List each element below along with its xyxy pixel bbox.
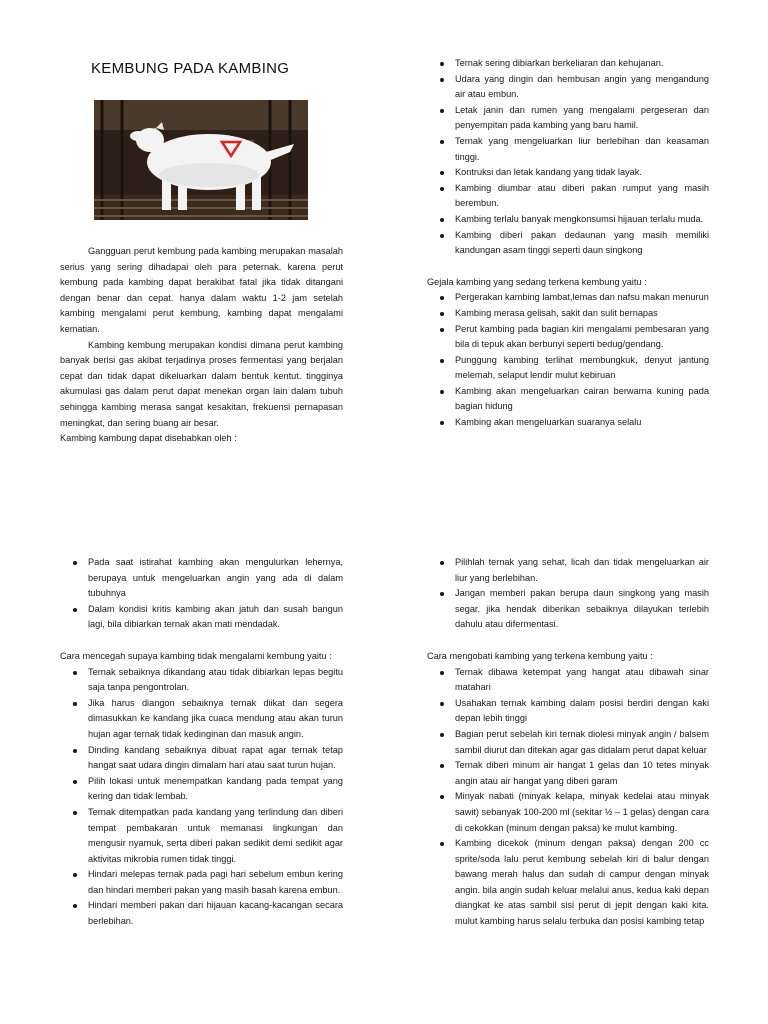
list-item: Hindari memberi pakan dari hijauan kacang-kacangan secara berlebihan. — [88, 898, 343, 929]
prevent-heading: Cara mencegah supaya kambing tidak mengalami kembung yaitu : — [60, 650, 332, 661]
treat-heading: Cara mengobati kambing yang terkena kembung yaitu : — [427, 650, 653, 661]
list-item: Ternak sebaiknya dikandang atau tidak dibiarkan lepas begitu saja tanpa pengontrolan. — [88, 665, 343, 696]
panel-top-right — [427, 56, 709, 431]
panel-bottom-right — [427, 555, 709, 930]
causes-heading: Kambing kambung dapat disebabkan oleh : — [60, 433, 237, 444]
list-item: Ternak ditempatkan pada kandang yang terlindung dan diberi tempat pembakaran untuk memanasi lingkungan dan mengusir nyamuk, serta diberi pakan sedikit demi sedikit agar aktivitas mikrobia rumen tidak tinggi. — [88, 805, 343, 867]
document-title: KEMBUNG PADA KAMBING — [91, 60, 290, 77]
goat-photo — [94, 100, 308, 220]
panel-bottom-left — [60, 555, 343, 930]
prevent-list — [60, 665, 343, 930]
list-item: Pergerakan kambing lambat,lemas dan nafsu makan menurun — [455, 290, 709, 306]
list-item: Letak janin dan rumen yang mengalami pergeseran dan penyempitan pada kambing yang baru hamil. — [455, 103, 709, 134]
list-item: Pilih lokasi untuk menempatkan kandang pada tempat yang kering dan tidak lembab. — [88, 774, 343, 805]
list-item: Pada saat istirahat kambing akan mengulurkan lehernya, berupaya untuk mengeluarkan angin yang ada di dalam tubuhnya — [88, 555, 343, 602]
symptoms-heading: Gejala kambing yang sedang terkena kembung yaitu : — [427, 276, 647, 287]
symptoms-list — [427, 290, 709, 430]
list-item: Kambing terlalu banyak mengkonsumsi hijauan terlalu muda. — [455, 212, 709, 228]
goat-illustration — [94, 100, 308, 220]
list-item: Kambing akan mengeluarkan cairan berwarna kuning pada bagian hidung — [455, 384, 709, 415]
list-item: Jangan memberi pakan berupa daun singkong yang masih segar. jika hendak diberikan sebaiknya dilayukan terlebih dahulu atau difermentasi. — [455, 586, 709, 633]
list-item: Kambing diberi pakan dedaunan yang masih memiliki kandungan asam tinggi seperti daun singkong — [455, 228, 709, 259]
causes-list — [427, 56, 709, 259]
list-item: Perut kambing pada bagian kiri mengalami pembesaran yang bila di tepuk akan berbunyi seperti bedug/gendang. — [455, 322, 709, 353]
intro-paragraph-2: Kambing kembung merupakan kondisi dimana perut kambing banyak berisi gas akibat terjadinya proses fermentasi yang berjalan cepat dan tidak dapat dikeluarkan dalam bentuk kentut. tingginya akumulasi gas dalam perut dapat menekan organ lain dalam tubuh sehingga kambing merasa sangat kesakitan, frekuensi pernapasan meningkat, dan sering buang air besar. — [60, 339, 343, 428]
list-item: Ternak sering dibiarkan berkeliaran dan kehujanan. — [455, 56, 709, 72]
list-item: Kontruksi dan letak kandang yang tidak layak. — [455, 165, 709, 181]
list-item: Kambing diumbar atau diberi pakan rumput yang masih berembun. — [455, 181, 709, 212]
list-item: Ternak dibawa ketempat yang hangat atau dibawah sinar matahari — [455, 665, 709, 696]
list-item: Kambing merasa gelisah, sakit dan sulit bernapas — [455, 306, 709, 322]
treat-list — [427, 665, 709, 930]
list-item: Usahakan ternak kambing dalam posisi berdiri dengan kaki depan lebih tinggi — [455, 696, 709, 727]
list-item: Dinding kandang sebaiknya dibuat rapat agar ternak tetap hangat saat udara dingin dimalam hari atau saat turun hujan. — [88, 743, 343, 774]
panel-top-left — [60, 56, 343, 447]
list-item: Punggung kambing terlihat membungkuk, denyut jantung melemah, selaput lendir mulut kebiruan — [455, 353, 709, 384]
symptoms-continued-list — [60, 555, 343, 633]
list-item: Hindari melepas ternak pada pagi hari sebelum embun kering dan hindari memberi pakan yang masih basah karena embun. — [88, 867, 343, 898]
list-item: Ternak yang mengeluarkan liur berlebihan dan keasaman tinggi. — [455, 134, 709, 165]
list-item: Minyak nabati (minyak kelapa, minyak kedelai atau minyak sawit) sebanyak 100-200 ml (sekitar ½ – 1 gelas) dengan cara di cekokkan (minum dengan paksa) ke mulut kambing. — [455, 789, 709, 836]
list-item: Kambing dicekok (minum dengan paksa) dengan 200 cc sprite/soda lalu perut kembung sebelah kiri di balur dengan bawang merah halus dan sudah di campur dengan minyak angin. bila angin sudah keluar melalui anus, kedua kaki depan diangkat ke atas sambil sisi perut di jepit dengan kaki kita. mulut kambing harus selalu terbuka dan posisi kambing tetap — [455, 836, 709, 930]
list-item: Pilihlah ternak yang sehat, licah dan tidak mengeluarkan air liur yang berlebihan. — [455, 555, 709, 586]
list-item: Kambing akan mengeluarkan suaranya selalu — [455, 415, 709, 431]
list-item: Ternak diberi minum air hangat 1 gelas dan 10 tetes minyak angin atau air hangat yang diberi garam — [455, 758, 709, 789]
prevent-continued-list — [427, 555, 709, 633]
list-item: Dalam kondisi kritis kambing akan jatuh dan susah bangun lagi, bila dibiarkan ternak akan mati mendadak. — [88, 602, 343, 633]
intro-paragraph-1: Gangguan perut kembung pada kambing merupakan masalah serius yang sering dihadapai oleh para peternak. karena perut kembung pada kambing dapat berakibat fatal jika tidak ditangani dengan benar dan cepat. hanya dalam waktu 1-2 jam setelah kambing mengalami perut kembung, kambing dapat mengalami kematian. — [60, 246, 343, 334]
list-item: Jika harus diangon sebaiknya ternak diikat dan segera dimasukkan ke kandang jika cuaca mendung atau akan turun hujan agar ternak tidak kedinginan dan masuk angin. — [88, 696, 343, 743]
list-item: Bagian perut sebelah kiri ternak diolesi minyak angin / balsem sambil diurut dan ditekan agar gas didalam perut dapat keluar — [455, 727, 709, 758]
list-item: Udara yang dingin dan hembusan angin yang mengandung air atau embun. — [455, 72, 709, 103]
